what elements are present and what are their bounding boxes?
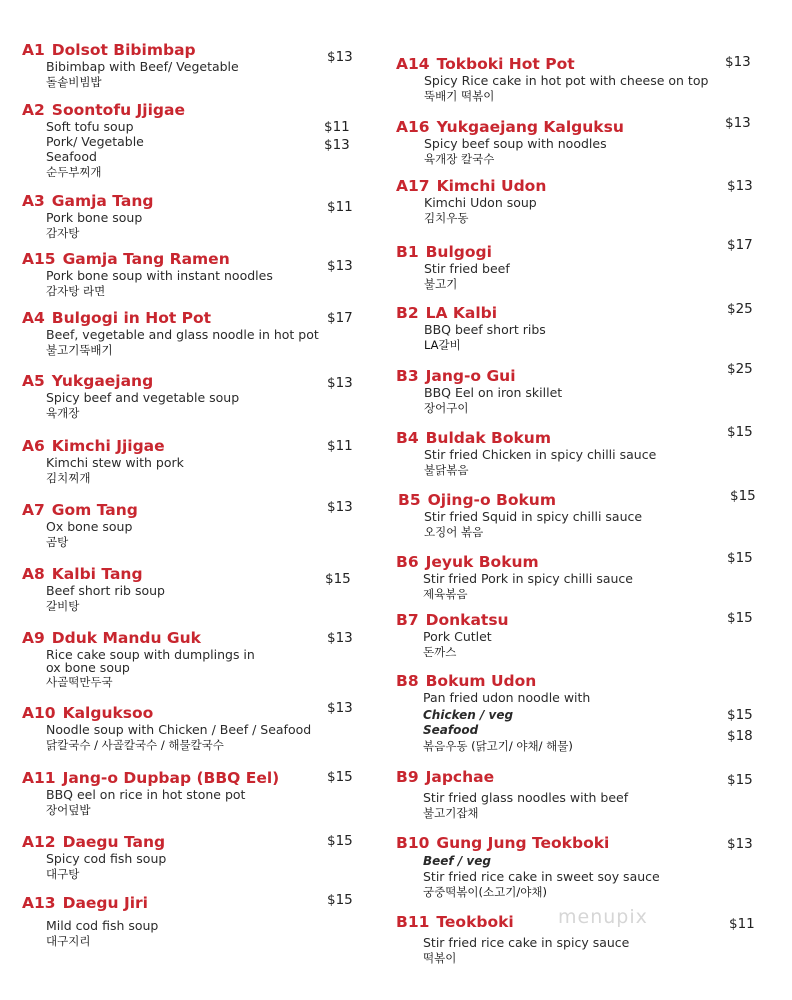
item-title: A3 Gamja Tang <box>22 192 154 210</box>
menu-item-a6 <box>22 437 184 486</box>
item-price: $13 <box>327 258 353 274</box>
item-title: B11 Teokboki <box>396 913 514 931</box>
item-price: $11 <box>327 199 353 215</box>
item-title: B6 Jeyuk Bokum <box>396 553 539 571</box>
item-title: B3 Jang-o Gui <box>396 367 516 385</box>
item-description: Beef short rib soup <box>46 583 165 598</box>
item-price: $13 <box>327 700 353 716</box>
item-description: Stir fried beef <box>424 261 510 276</box>
item-description: Spicy beef and vegetable soup <box>46 390 240 405</box>
item-title: A1 Dolsot Bibimbap <box>22 41 196 59</box>
item-description: Pork/ Vegetable <box>46 134 144 149</box>
item-title: A4 Bulgogi in Hot Pot <box>22 309 212 327</box>
item-korean-name: 김치찌개 <box>46 471 91 485</box>
item-korean-name: 곰탕 <box>46 535 69 549</box>
item-description: Spicy cod fish soup <box>46 851 167 866</box>
item-description: BBQ eel on rice in hot stone pot <box>46 787 246 802</box>
item-korean-name: 육개장 칼국수 <box>424 152 495 166</box>
item-description: BBQ Eel on iron skillet <box>424 385 563 400</box>
item-price: $15 <box>327 892 353 908</box>
item-korean-name: 대구지리 <box>46 934 91 948</box>
menu-item-a5 <box>22 372 239 421</box>
item-description: Spicy beef soup with noodles <box>424 136 607 151</box>
menu-item-a8 <box>22 565 165 614</box>
item-price: $15 <box>730 488 756 504</box>
menu-item-a1 <box>22 41 239 90</box>
item-price: $25 <box>727 301 753 317</box>
item-description: Bibimbap with Beef/ Vegetable <box>46 59 239 74</box>
menu-item-b7 <box>396 611 509 660</box>
item-price: $15 <box>727 610 753 626</box>
item-korean-name: 뚝배기 떡볶이 <box>424 89 495 103</box>
item-price: $15 <box>727 424 753 440</box>
item-title: B2 LA Kalbi <box>396 304 498 322</box>
item-title: A2 Soontofu Jjigae <box>22 101 185 119</box>
item-title: A11 Jang-o Dupbap (BBQ Eel) <box>22 769 280 787</box>
item-price: $13 <box>327 499 353 515</box>
item-price: $13 <box>324 137 350 153</box>
item-description: Seafood <box>46 149 97 164</box>
item-price: $11 <box>324 119 350 135</box>
menu-item-a14 <box>396 55 708 104</box>
item-title: A17 Kimchi Udon <box>396 177 547 195</box>
item-korean-name: 불고기 <box>424 277 458 291</box>
menu-item-b9 <box>396 768 628 821</box>
item-description: Noodle soup with Chicken / Beef / Seafood <box>46 722 312 737</box>
menu-item-a16 <box>396 118 624 167</box>
item-price: $15 <box>727 550 753 566</box>
item-korean-name: 김치우동 <box>424 211 469 225</box>
item-korean-name: 돈까스 <box>423 645 457 659</box>
item-title: A15 Gamja Tang Ramen <box>22 250 230 268</box>
item-price: $13 <box>725 54 751 70</box>
item-price: $15 <box>325 571 351 587</box>
item-description: Stir fried glass noodles with beef <box>423 790 629 805</box>
menu-item-a17 <box>396 177 546 226</box>
item-description: Rice cake soup with dumplings in <box>46 647 255 662</box>
item-korean-name: 감자탕 라면 <box>46 284 106 298</box>
item-title: A14 Tokboki Hot Pot <box>396 55 575 73</box>
menu-item-b2 <box>396 304 546 353</box>
item-korean-name: 오징어 볶음 <box>424 525 484 539</box>
item-title: B5 Ojing-o Bokum <box>398 491 556 509</box>
item-description: Pan fried udon noodle with <box>423 690 591 705</box>
item-description: Stir fried Chicken in spicy chilli sauce <box>424 447 657 462</box>
item-description: Soft tofu soup <box>46 119 134 134</box>
item-description: Ox bone soup <box>46 519 133 534</box>
menu-item-a11 <box>22 769 279 818</box>
item-price: $11 <box>729 916 755 932</box>
menu-item-b10 <box>396 834 660 900</box>
item-title: A5 Yukgaejang <box>22 372 154 390</box>
item-title: A12 Daegu Tang <box>22 833 166 851</box>
item-korean-name: 불고기뚝배기 <box>46 343 113 357</box>
item-description: Beef, vegetable and glass noodle in hot pot <box>46 327 319 342</box>
item-korean-name: 떡볶이 <box>423 951 457 965</box>
menu-item-a10 <box>22 704 311 753</box>
item-korean-name: 불닭볶음 <box>424 463 469 477</box>
item-korean-name: 감자탕 <box>46 226 80 240</box>
item-description: Stir fried Squid in spicy chilli sauce <box>424 509 643 524</box>
item-korean-name: 장어구이 <box>424 401 469 415</box>
item-korean-name: 닭칼국수 / 사골칼국수 / 해물칼국수 <box>46 738 224 752</box>
item-title: A16 Yukgaejang Kalguksu <box>396 118 624 136</box>
item-price: $25 <box>727 361 753 377</box>
item-title: B8 Bokum Udon <box>396 672 537 690</box>
item-korean-name: 볶음우동 (닭고기/ 야채/ 해물) <box>423 739 573 753</box>
item-title: A7 Gom Tang <box>22 501 138 519</box>
item-price: $13 <box>727 836 753 852</box>
item-option: Beef / veg <box>423 854 491 868</box>
menu-item-a4 <box>22 309 319 358</box>
item-description: Stir fried rice cake in sweet soy sauce <box>423 869 660 884</box>
watermark-logo: menupix <box>558 906 648 928</box>
menu-item-b5 <box>398 491 642 540</box>
item-price: $13 <box>327 375 353 391</box>
item-price: $15 <box>727 707 753 723</box>
menu-item-a3 <box>22 192 153 241</box>
item-price: $13 <box>327 630 353 646</box>
item-price: $13 <box>725 115 751 131</box>
item-title: A6 Kimchi Jjigae <box>22 437 165 455</box>
item-price: $13 <box>327 49 353 65</box>
item-description: Pork bone soup <box>46 210 143 225</box>
item-title: A8 Kalbi Tang <box>22 565 143 583</box>
item-title: B7 Donkatsu <box>396 611 509 629</box>
item-option: Seafood <box>423 723 479 737</box>
item-korean-name: 돌솥비빔밥 <box>46 75 102 89</box>
item-price: $11 <box>327 438 353 454</box>
item-description: Spicy Rice cake in hot pot with cheese on top <box>424 73 709 88</box>
menu-item-a7 <box>22 501 138 550</box>
item-price: $17 <box>727 237 753 253</box>
item-description: Stir fried rice cake in spicy sauce <box>423 935 630 950</box>
menu-item-a9 <box>22 629 255 690</box>
item-korean-name: 궁중떡볶이(소고기/야채) <box>423 885 547 899</box>
item-description: ox bone soup <box>46 660 130 675</box>
menu-item-a13 <box>22 894 158 949</box>
menu-item-b8 <box>396 672 590 754</box>
item-price: $17 <box>327 310 353 326</box>
item-description: BBQ beef short ribs <box>424 322 546 337</box>
item-korean-name: 제육볶음 <box>423 587 468 601</box>
item-description: Mild cod fish soup <box>46 918 159 933</box>
item-description: Kimchi stew with pork <box>46 455 184 470</box>
item-korean-name: 불고기잡채 <box>423 806 479 820</box>
item-price: $18 <box>727 728 753 744</box>
menu-item-b3 <box>396 367 562 416</box>
menu-item-b6 <box>396 553 633 602</box>
item-title: A13 Daegu Jiri <box>22 894 148 912</box>
menu-item-a2 <box>22 101 185 180</box>
menu-item-a15 <box>22 250 273 299</box>
item-title: B9 Japchae <box>396 768 495 786</box>
item-option: Chicken / veg <box>423 708 514 722</box>
item-price: $15 <box>727 772 753 788</box>
item-korean-name: 육개장 <box>46 406 80 420</box>
item-korean-name: LA갈비 <box>424 338 461 352</box>
item-korean-name: 사골떡만두국 <box>46 675 113 689</box>
item-title: B10 Gung Jung Teokboki <box>396 834 610 852</box>
menu-item-b1 <box>396 243 510 292</box>
item-description: Pork Cutlet <box>423 629 492 644</box>
item-title: A10 Kalguksoo <box>22 704 154 722</box>
menu-item-b4 <box>396 429 656 478</box>
menu-item-a12 <box>22 833 166 882</box>
item-description: Stir fried Pork in spicy chilli sauce <box>423 571 633 586</box>
item-price: $15 <box>327 833 353 849</box>
item-description: Pork bone soup with instant noodles <box>46 268 273 283</box>
item-price: $13 <box>727 178 753 194</box>
item-korean-name: 갈비탕 <box>46 599 80 613</box>
item-title: A9 Dduk Mandu Guk <box>22 629 201 647</box>
item-title: B4 Buldak Bokum <box>396 429 551 447</box>
item-korean-name: 장어덮밥 <box>46 803 91 817</box>
item-price: $15 <box>327 769 353 785</box>
item-korean-name: 대구탕 <box>46 867 80 881</box>
item-title: B1 Bulgogi <box>396 243 492 261</box>
item-description: Kimchi Udon soup <box>424 195 537 210</box>
item-korean-name: 순두부찌개 <box>46 165 102 179</box>
